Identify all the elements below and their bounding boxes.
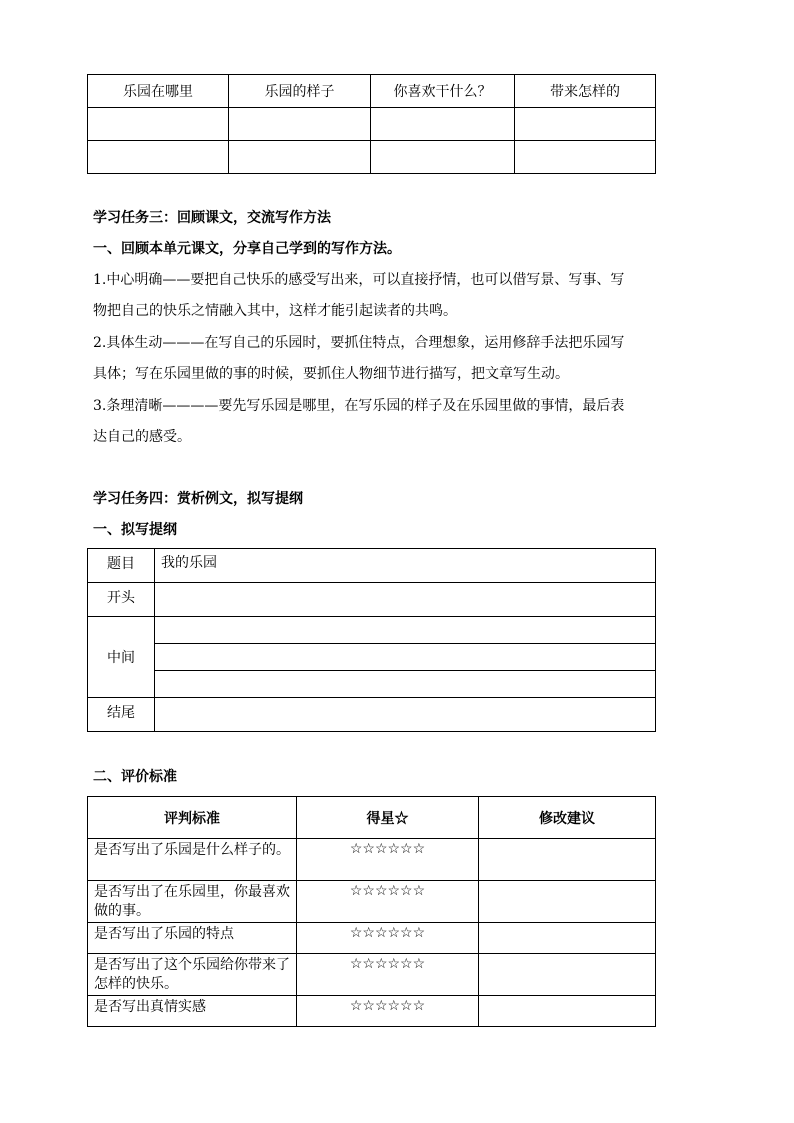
outline-label: 结尾 [88,698,155,732]
outline-ending-field[interactable] [155,698,656,732]
table-header-row [88,797,656,839]
suggestion-field[interactable] [479,881,656,923]
task4-title: 学习任务四：赏析例文，拟写提纲 [93,491,303,507]
table-header-cell: 得星☆ [297,797,479,839]
outline-row-middle [88,671,656,698]
outline-row-middle [88,617,656,644]
table-header-cell: 评判标准 [88,797,297,839]
table-header-row [88,75,656,108]
outline-table [87,548,656,732]
criterion-cell: 是否写出了乐园的特点 [88,923,297,954]
table-row [88,923,656,954]
criterion-cell: 是否写出了这个乐园给你带来了怎样的快乐。 [88,954,297,996]
star-rating[interactable]: ☆☆☆☆☆☆ [297,923,479,954]
table-header-cell: 修改建议 [479,797,656,839]
paragraph-line: 3.条理清晰————要先写乐园是哪里，在写乐园的样子及在乐园里做的事情，最后表 [93,398,625,414]
table-row [88,996,656,1027]
paragraph-line: 物把自己的快乐之情融入其中，这样才能引起读者的共鸣。 [93,303,457,319]
criterion-cell: 是否写出了乐园是什么样子的。 [88,839,297,881]
outline-label: 中间 [88,617,155,698]
outline-row-middle [88,644,656,671]
table-cell[interactable] [515,108,656,141]
paragraph-line: 2.具体生动———在写自己的乐园时，要抓住特点，合理想象，运用修辞手法把乐园写 [93,335,625,351]
table-header-cell: 带来怎样的 [515,75,656,108]
table-cell[interactable] [229,141,371,174]
task3-title: 学习任务三：回顾课文，交流写作方法 [93,210,331,226]
table-header-cell: 乐园在哪里 [88,75,229,108]
paragraph-line: 1.中心明确——要把自己快乐的感受写出来，可以直接抒情，也可以借写景、写事、写 [93,272,625,288]
outline-middle-field[interactable] [155,617,656,644]
table-row [88,839,656,881]
paragraph-line: 具体；写在乐园里做的事的时候，要抓住人物细节进行描写，把文章写生动。 [93,366,569,382]
table-cell[interactable] [515,141,656,174]
star-rating[interactable]: ☆☆☆☆☆☆ [297,954,479,996]
suggestion-field[interactable] [479,923,656,954]
outline-label: 题目 [88,549,155,583]
outline-row-ending [88,698,656,732]
table-row [88,141,656,174]
table-cell[interactable] [371,108,515,141]
table-cell[interactable] [88,141,229,174]
table-cell[interactable] [371,141,515,174]
outline-middle-field[interactable] [155,671,656,698]
evaluation-table [87,796,656,1027]
suggestion-field[interactable] [479,839,656,881]
suggestion-field[interactable] [479,954,656,996]
task4-subtitle: 一、拟写提纲 [93,522,177,538]
outline-row-title [88,549,656,583]
table-row [88,954,656,996]
star-rating[interactable]: ☆☆☆☆☆☆ [297,996,479,1027]
outline-opening-field[interactable] [155,583,656,617]
paradise-table [87,74,656,174]
table-header-cell: 乐园的样子 [229,75,371,108]
outline-label: 开头 [88,583,155,617]
criterion-cell: 是否写出真情实感 [88,996,297,1027]
table-row [88,881,656,923]
suggestion-field[interactable] [479,996,656,1027]
outline-row-opening [88,583,656,617]
star-rating[interactable]: ☆☆☆☆☆☆ [297,881,479,923]
star-rating[interactable]: ☆☆☆☆☆☆ [297,839,479,881]
outline-middle-field[interactable] [155,644,656,671]
criterion-cell: 是否写出了在乐园里，你最喜欢做的事。 [88,881,297,923]
task3-subtitle: 一、回顾本单元课文，分享自己学到的写作方法。 [93,241,401,257]
paragraph-line: 达自己的感受。 [93,429,191,445]
outline-title-value[interactable]: 我的乐园 [155,549,656,583]
table-cell[interactable] [229,108,371,141]
table-row [88,108,656,141]
table-header-cell: 你喜欢干什么？ [371,75,515,108]
table-cell[interactable] [88,108,229,141]
evaluation-title: 二、评价标准 [93,769,177,785]
